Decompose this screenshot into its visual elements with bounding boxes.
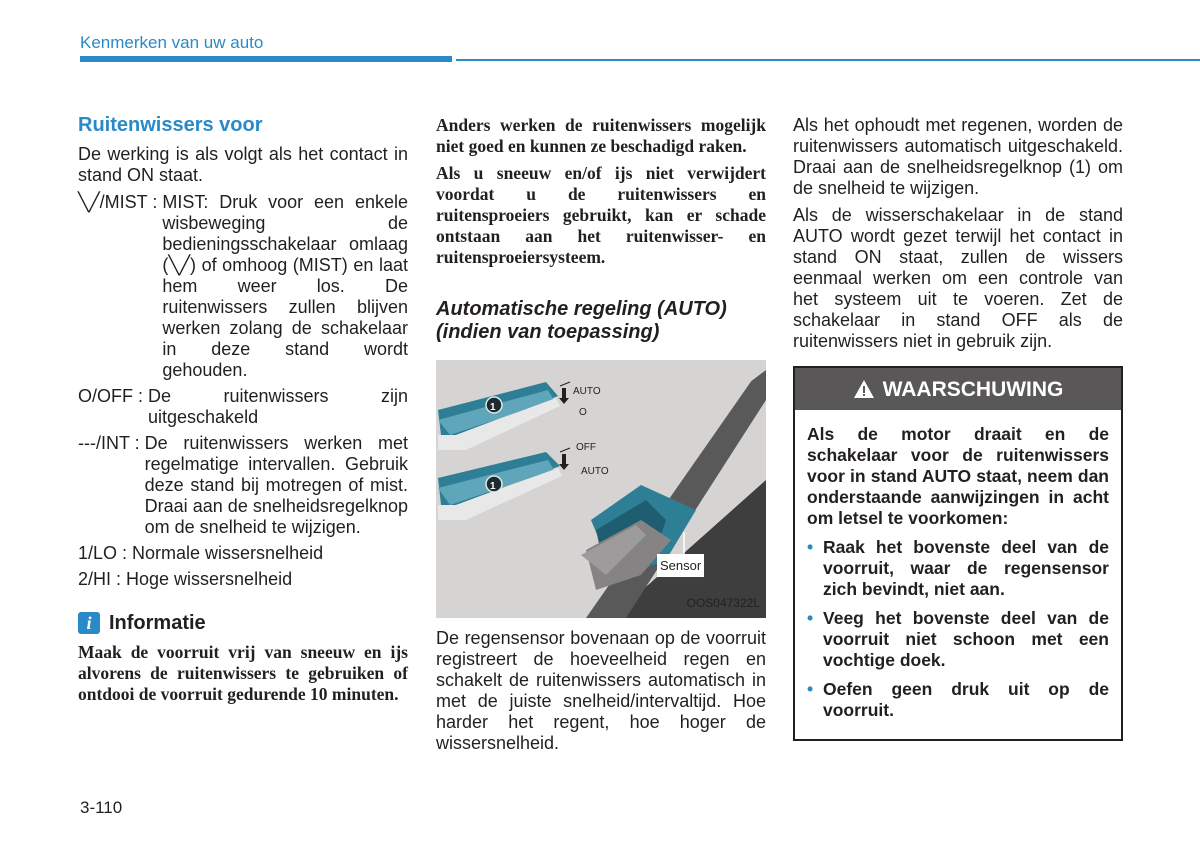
warning-bullet-text: Raak het bovenste deel van de voorruit, waar de regensensor zich bevindt, niet aan. bbox=[823, 537, 1109, 599]
warning-body bbox=[795, 410, 1121, 739]
mode-desc: De ruitenwissers werken met regelmatige intervallen. Gebruik deze stand bij motregen of mist. Draai aan de snelheidsregelknop om de snelheid te wijzigen. bbox=[144, 433, 408, 537]
mode-lo bbox=[78, 543, 408, 564]
info-icon: i bbox=[78, 612, 100, 634]
stop-paragraph: Als het ophoudt met regenen, worden de ruitenwissers automatisch uitgeschakeld. Draai aan de snelheidsregelknop (1) om de snelheid te wijzigen. bbox=[793, 115, 1123, 198]
mode-int bbox=[78, 433, 408, 538]
bullet-icon: • bbox=[807, 608, 814, 628]
knob-label-2: 1 bbox=[490, 481, 496, 492]
section-heading: Ruitenwissers voor bbox=[78, 114, 263, 136]
mode-desc: MIST: Druk voor een enkele wisbeweging de bedieningsschakelaar omlaag (╲╱) of omhoog (MIST) en laat hem weer los. De ruitenwissers zullen blijven werken zolang de schakelaar in deze stand wordt gehouden. bbox=[162, 192, 408, 380]
warning-bullet-text: Veeg het bovenste deel van de voorruit niet schoon met een vochtige doek. bbox=[823, 608, 1109, 670]
mode-off bbox=[78, 386, 408, 428]
wiper-illustration bbox=[436, 360, 766, 618]
header-rule-thick bbox=[80, 56, 452, 62]
header-rule-thin bbox=[456, 59, 1200, 61]
label-off: OFF bbox=[576, 442, 596, 453]
bullet-icon: • bbox=[807, 679, 814, 699]
label-auto-upper: AUTO bbox=[573, 386, 601, 397]
info-header bbox=[78, 612, 408, 634]
label-auto-lower: AUTO bbox=[581, 466, 609, 477]
auto-check-paragraph: Als de wisserschakelaar in de stand AUTO wordt gezet terwijl het contact in stand ON staat, zullen de wissers eenmaal werken om een controle van het systeem uit te voeren. Zet de schakelaar in stand OFF als de ruitenwissers niet in gebruik zijn. bbox=[793, 205, 1123, 351]
mode-term: 1/LO : bbox=[78, 543, 133, 563]
mode-desc: De ruitenwissers zijn uitgeschakeld bbox=[148, 386, 408, 427]
mode-hi bbox=[78, 569, 408, 590]
warning-bullet bbox=[807, 608, 1109, 671]
mode-term: ---/INT : bbox=[78, 433, 145, 453]
page-number: 3-110 bbox=[80, 798, 123, 817]
mode-desc: Hoge wissersnelheid bbox=[126, 569, 293, 589]
warning-intro: Als de motor draait en de schakelaar voor de ruitenwissers voor in stand AUTO staat, neem dan onderstaande aanwijzingen in acht om letsel te voorkomen: bbox=[807, 424, 1109, 528]
mode-term: O/OFF : bbox=[78, 386, 148, 406]
warning-box bbox=[793, 366, 1123, 741]
mode-desc: Normale wissersnelheid bbox=[132, 543, 324, 563]
column-middle bbox=[436, 115, 766, 760]
mode-term: ╲╱/MIST : bbox=[78, 192, 163, 212]
sensor-label: Sensor bbox=[657, 554, 704, 577]
label-o: O bbox=[579, 407, 587, 418]
intro-paragraph: De werking is als volgt als het contact in stand ON staat. bbox=[78, 144, 408, 185]
column-left bbox=[78, 115, 408, 711]
bullet-icon: • bbox=[807, 537, 814, 557]
rain-sensor-paragraph: De regensensor bovenaan op de voorruit registreert de hoeveelheid regen en schakelt de ruitenwissers automatisch in met de juiste snelheid/intervaltijd. Hoe harder het regent, hoe hoger de wissersnelheid. bbox=[436, 628, 766, 753]
warning-bullet bbox=[807, 679, 1109, 721]
mode-mist bbox=[78, 192, 408, 381]
section-header: Kenmerken van uw auto bbox=[80, 33, 264, 52]
warning-bullet-text: Oefen geen druk uit op de voorruit. bbox=[823, 679, 1109, 720]
warning-bullet bbox=[807, 537, 1109, 600]
warning-title: WAARSCHUWING bbox=[882, 377, 1064, 401]
damage-paragraph: Anders werken de ruitenwissers mogelijk niet goed en kunnen ze beschadigd raken. bbox=[436, 115, 766, 156]
warning-triangle-icon bbox=[853, 379, 875, 399]
subsection-heading: Automatische regeling (AUTO) (indien van toepassing) bbox=[436, 298, 727, 343]
info-title: Informatie bbox=[109, 611, 206, 634]
warning-header bbox=[795, 368, 1121, 410]
mode-term: 2/HI : bbox=[78, 569, 127, 589]
info-text: Maak de voorruit vrij van sneeuw en ijs alvorens de ruitenwissers te gebruiken of ontdooi de voorruit gedurende 10 minuten. bbox=[78, 642, 408, 704]
column-right bbox=[793, 115, 1123, 741]
knob-label-1: 1 bbox=[490, 402, 496, 413]
wiper-figure bbox=[436, 360, 766, 618]
snow-ice-paragraph: Als u sneeuw en/of ijs niet verwijdert voordat u de ruitenwissers en ruitensproeiers gebruikt, kan er schade ontstaan aan het ruitenwisser- en ruitensproeiersysteem. bbox=[436, 163, 766, 267]
figure-caption: OOS047322L bbox=[686, 596, 760, 610]
